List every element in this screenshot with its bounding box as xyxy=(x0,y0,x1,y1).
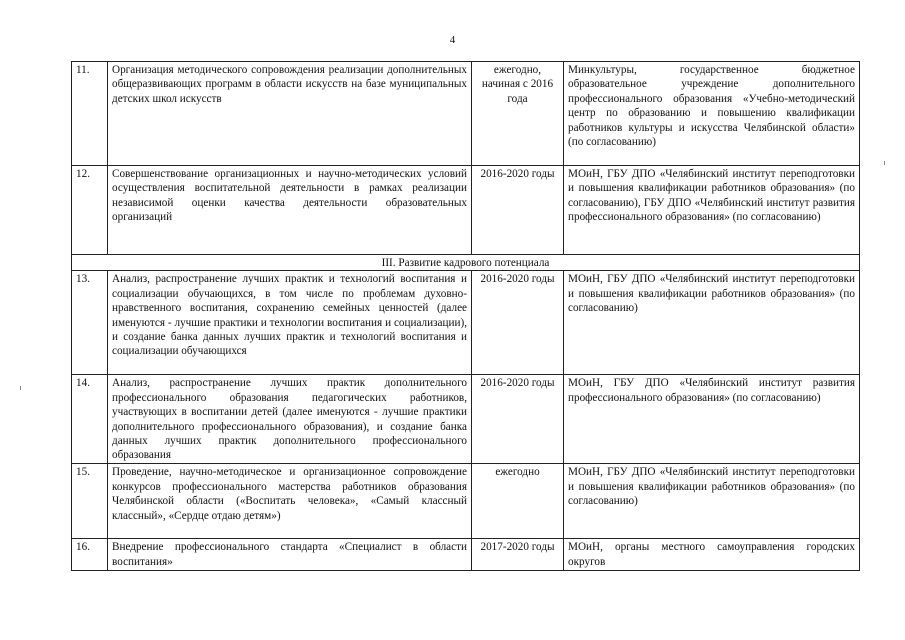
measure-executors: МОиН, ГБУ ДПО «Челябинский институт переподготовки и повышения квалификации работников образования» (по согласованию) xyxy=(564,464,860,539)
measure-term: 2016-2020 годы xyxy=(472,271,564,375)
row-number: 16. xyxy=(72,539,108,571)
measure-term: 2017-2020 годы xyxy=(472,539,564,571)
table-row xyxy=(72,62,860,166)
scan-mark xyxy=(884,161,885,165)
measure-term: ежегодно xyxy=(472,464,564,539)
measure-description: Анализ, распространение лучших практик дополнительного профессионального образования педагогических работников, участвующих в воспитании детей (далее именуются - лучшие практики дополнительного профессионального образования), и создание банка данных лучших практик дополнительного профессионального образования xyxy=(108,375,472,464)
table-row xyxy=(72,375,860,464)
table-row xyxy=(72,464,860,539)
measure-executors: Минкультуры, государственное бюджетное образовательное учреждение дополнительного профессионального образования «Учебно-методический центр по образованию и повышению квалификации работников культуры и искусства Челябинской области» (по согласованию) xyxy=(564,62,860,166)
measure-description: Проведение, научно-методическое и организационное сопровождение конкурсов профессионального мастерства работников образования Челябинской области («Воспитать человека», «Самый классный классный», «Сердце отдаю детям») xyxy=(108,464,472,539)
section-header-row xyxy=(72,255,860,271)
table-row xyxy=(72,539,860,571)
section-title: III. Развитие кадрового потенциала xyxy=(72,255,860,271)
scan-mark xyxy=(20,386,21,390)
row-number: 13. xyxy=(72,271,108,375)
measure-description: Организация методического сопровождения реализации дополнительных общеразвивающих программ в области искусств на базе муниципальных детских школ искусств xyxy=(108,62,472,166)
row-number: 15. xyxy=(72,464,108,539)
measure-description: Анализ, распространение лучших практик и технологий воспитания и социализации обучающихся, в том числе по проблемам духовно-нравственного воспитания, сохранению семейных ценностей (далее именуются - лучшие практики и технологии воспитания и социализации), и создание банка данных лучших практик и технологий воспитания и социализации обучающихся xyxy=(108,271,472,375)
row-number: 11. xyxy=(72,62,108,166)
table-row xyxy=(72,166,860,255)
page-number: 4 xyxy=(449,34,456,46)
measures-table xyxy=(71,61,860,571)
measure-description: Внедрение профессионального стандарта «Специалист в области воспитания» xyxy=(108,539,472,571)
measure-term: 2016-2020 годы xyxy=(472,375,564,464)
measure-executors: МОиН, ГБУ ДПО «Челябинский институт переподготовки и повышения квалификации работников образования» (по согласованию), ГБУ ДПО «Челябинский институт развития профессионального образования» (по согласованию) xyxy=(564,166,860,255)
measure-executors: МОиН, органы местного самоуправления городских округов xyxy=(564,539,860,571)
measure-term: 2016-2020 годы xyxy=(472,166,564,255)
measure-description: Совершенствование организационных и научно-методических условий осуществления воспитательной деятельности в рамках реализации независимой оценки качества деятельности образовательных организаций xyxy=(108,166,472,255)
measure-term: ежегодно, начиная с 2016 года xyxy=(472,62,564,166)
row-number: 12. xyxy=(72,166,108,255)
measure-executors: МОиН, ГБУ ДПО «Челябинский институт переподготовки и повышения квалификации работников образования» (по согласованию) xyxy=(564,271,860,375)
row-number: 14. xyxy=(72,375,108,464)
measure-executors: МОиН, ГБУ ДПО «Челябинский институт развития профессионального образования» (по согласованию) xyxy=(564,375,860,464)
table-row xyxy=(72,271,860,375)
